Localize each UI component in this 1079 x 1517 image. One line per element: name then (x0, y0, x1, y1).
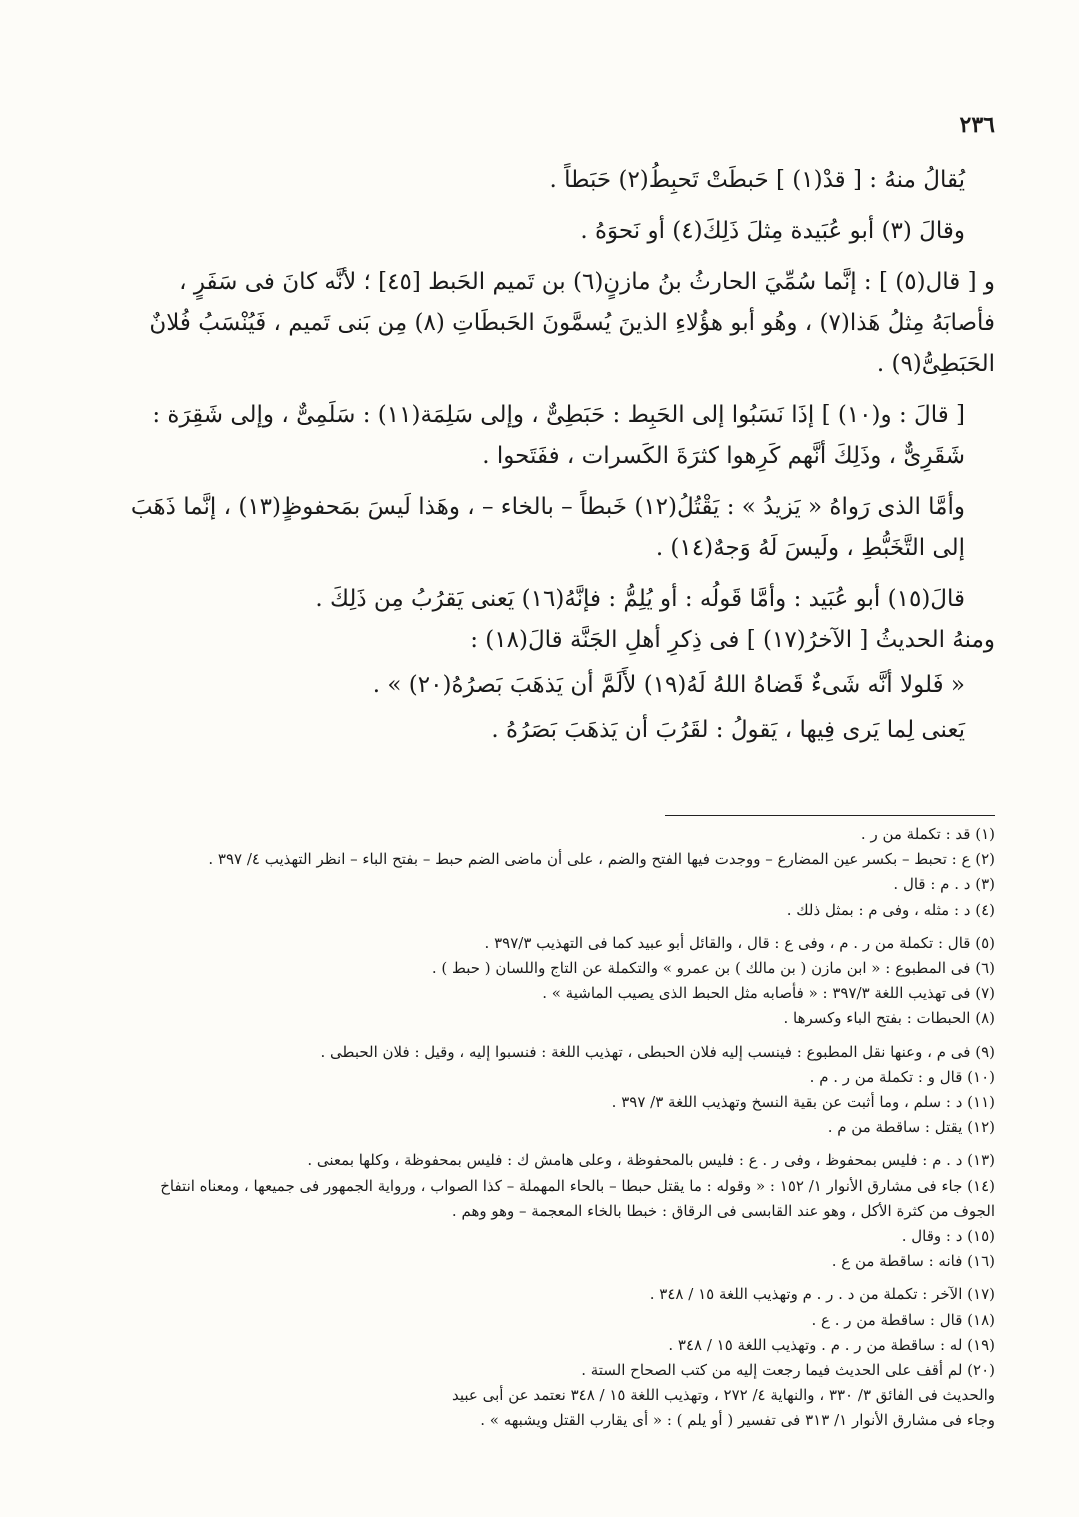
footnote: (١٩) له : ساقطة من ر . م . وتهذيب اللغة ١٥ / ٣٤٨ . (668, 1335, 995, 1354)
footnote: (١٨) قال : ساقطة من ر . ع . (811, 1310, 995, 1329)
footnote: (٨) الحبطات : بفتح الباء وكسرها . (783, 1009, 995, 1028)
footnote: (١٦) فانه : ساقطة من ع . (831, 1252, 995, 1271)
paragraph: [ قالَ : و(١٠) ] إذَا نَسَبُوا إلى الحَبِط : حَبَطِىٌّ ، وإلى سَلِمَة(١١) : سَلَمِىٌّ ، وإلى شَقِرَة : شَقَرِىٌّ ، وذَلِكَ أنَّهم كَرِهوا كثرَةَ الكَسرات ، ففَتَحوا . (152, 402, 965, 469)
paragraph: يُقالُ منهُ : [ قدْ(١) ] حَبطَتْ تَحبِطُ(٢) حَبَطاً . (549, 167, 965, 193)
footnote-divider (665, 815, 995, 816)
footnote: (١٣) د . م : فليس بمحفوظ ، وفى ر . ع : فليس بالمحفوظة ، وعلى هامش ك : فليس بمحفوظة ، وكلها بمعنى . (307, 1151, 995, 1170)
paragraph: ومنهُ الحديثُ [ الآخرُ(١٧) ] فى ذِكرِ أهلِ الجَنَّة قالَ(١٨) : (470, 627, 995, 653)
paragraph: و [ قال(٥) ] : إنَّما سُمِّيَ الحارثُ بنُ مازنٍ(٦) بن تَميم الحَبط [٤٥] ؛ لأنَّه كانَ فى سَفَرٍ ، فأصابَهُ مِثلُ هَذا(٧) ، وهُو أبو هؤُلاءِ الذينَ يُسمَّونَ الحَبطَاتِ (٨) مِن بَنى تَميم ، فَيُنْسَبُ فُلانٌ الحَبَطِىُّ(٩) . (149, 269, 995, 377)
hadith-quote: « فَلولا أنَّه شَىءٌ قَضاهُ اللهُ لَهُ(١٩) لأَلَمَّ أن يَذهَبَ بَصرُهُ(٢٠) » . (372, 672, 965, 698)
paragraph: يَعنى لِما يَرى فِيها ، يَقولُ : لقَرُبَ أن يَذهَبَ بَصَرُهُ . (491, 717, 965, 743)
footnote: (١٢) يقتل : ساقطة من م . (827, 1118, 995, 1137)
footnote: (١٠) قال و : تكملة من ر . م . (809, 1067, 995, 1086)
footnote: (١) قد : تكملة من ر . (860, 825, 995, 843)
page-number: ٢٣٦ (959, 112, 995, 138)
footnote: (١٧) الآخر : تكملة من د . ر . م وتهذيب اللغة ١٥ / ٣٤٨ . (649, 1285, 995, 1304)
footnote: (٢) ع : تحبط – بكسر عين المضارع – ووجدت فيها الفتح والضم ، على أن ماضى الضم حبط – بفتح الباء – انظر التهذيب ٤/ ٣٩٧ . (208, 850, 995, 869)
main-text (120, 160, 995, 761)
footnote: (٧) فى تهذيب اللغة ٣٩٧/٣ : « فأصابه مثل الحبط الذى يصيب الماشية » . (542, 984, 995, 1003)
footnote: (٥) قال : تكملة من ر . م ، وفى ع : قال ، والقائل أبو عبيد كما فى التهذيب ٣٩٧/٣ . (484, 933, 995, 952)
footnote: (٢٠) لم أقف على الحديث فيما رجعت إليه من كتب الصحاح الستة . (581, 1361, 995, 1380)
footnote: (٤) د : مثله ، وفى م : بمثل ذلك . (786, 900, 995, 919)
footnote: (٣) د . م : قال . (893, 875, 995, 894)
footnote: (٦) فى المطبوع : « ابن مازن ( بن مالك ) بن عمرو » والتكملة عن التاج واللسان ( حبط ) . (431, 959, 995, 978)
footnote: (١١) د : سلم ، وما أثبت عن بقية النسخ وتهذيب اللغة ٣/ ٣٩٧ . (611, 1093, 995, 1112)
footnote: والحديث فى الفائق ٣/ ٣٣٠ ، والنهاية ٤/ ٢٧٢ ، وتهذيب اللغة ١٥ / ٣٤٨ نعتمد عن أبى عبيد (451, 1386, 995, 1405)
paragraph: قالَ(١٥) أبو عُبَيد : وأمَّا قَولُه : أو يُلِمُّ : فإنَّهُ(١٦) يَعنى يَقرُبُ مِن ذَلِكَ . (315, 586, 965, 612)
paragraph: وأمَّا الذى رَواهُ « يَزيدُ » : يَقْتُلُ(١٢) خَبطاً – بالخاء – ، وهَذا لَيسَ بمَحفوظٍ(١٣) ، إنَّما ذَهَبَ إلى التَّخَبُّطِ ، ولَيسَ لَهُ وَجهٌ(١٤) . (130, 494, 965, 561)
footnote: (١٤) جاء فى مشارق الأنوار ١/ ١٥٢ : « وقوله : ما يقتل حبطا – بالحاء المهملة – كذا الصواب ، ورواية الجمهور فى جميعها ، ومعناه انتفاخ الجوف من كثرة الأكل ، وهو عند القابسى فى الرقاق : خبطا بالخاء المعجمة – وهو وهم . (160, 1176, 995, 1220)
footnote: وجاء فى مشارق الأنوار ١/ ٣١٣ فى تفسير ( أو يلم ) : « أى يقارب القتل ويشبهه » . (480, 1411, 995, 1430)
footnote: (٩) فى م ، وعنها نقل المطبوع : فينسب إليه فلان الحبطى ، تهذيب اللغة : فنسبوا إليه ، وقيل : فلان الحبطى . (320, 1042, 995, 1061)
footnote: (١٥) د : وقال . (901, 1227, 995, 1246)
footnotes (160, 822, 995, 1434)
paragraph: وقالَ (٣) أبو عُبَيدة مِثلَ ذَلِكَ(٤) أو نَحوَهُ . (580, 218, 965, 244)
